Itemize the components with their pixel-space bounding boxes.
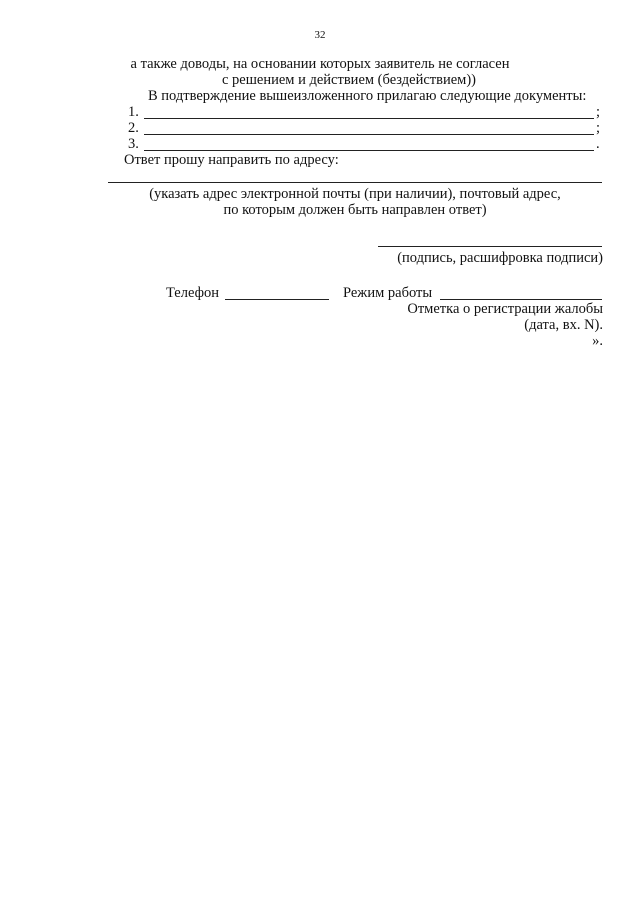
attachment-number: 3. (128, 136, 139, 152)
phone-fill-line (225, 299, 329, 300)
address-hint-line-2: по которым должен быть направлен ответ) (223, 202, 487, 218)
work-hours-label: Режим работы (343, 285, 433, 301)
attachment-end: . (596, 136, 600, 152)
attachment-fill-line (144, 118, 594, 119)
page-number: 32 (314, 29, 326, 41)
signature-hint: (подпись, расшифровка подписи) (397, 250, 603, 266)
attachment-fill-line (144, 150, 594, 151)
attachment-fill-line (144, 134, 594, 135)
closing-mark: ». (592, 333, 603, 349)
attachment-end: ; (596, 120, 601, 136)
paragraph-line-2: с решением и действием (бездействием)) (222, 72, 476, 88)
registration-mark: Отметка о регистрации жалобы (407, 301, 603, 317)
attachments-intro: В подтверждение вышеизложенного прилагаю следующие документы: (148, 88, 587, 104)
attachment-number: 1. (128, 104, 139, 120)
address-fill-line (108, 182, 602, 183)
signature-line (378, 246, 602, 247)
attachment-number: 2. (128, 120, 139, 136)
phone-label: Телефон (166, 285, 219, 301)
registration-details: (дата, вх. N). (524, 317, 603, 333)
address-hint-line-1: (указать адрес электронной почты (при наличии), почтовый адрес, (149, 186, 561, 202)
address-request: Ответ прошу направить по адресу: (124, 152, 339, 168)
paragraph-line-1: а также доводы, на основании которых заявитель не согласен (130, 56, 510, 72)
attachment-end: ; (596, 104, 601, 120)
work-hours-fill-line (440, 299, 602, 300)
